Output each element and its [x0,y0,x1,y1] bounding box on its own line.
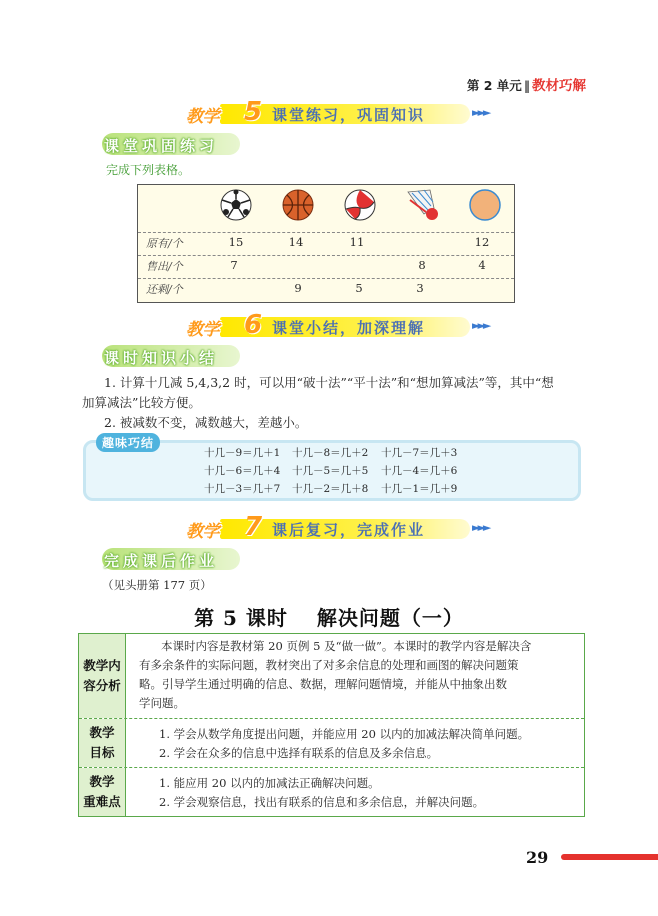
arrows-icon: ►►► [472,319,489,332]
lesson-row-label [79,634,126,718]
formula: 十几－7＝几＋3 [381,447,458,459]
table-cell: 14 [288,235,304,249]
ball-table [137,184,515,303]
formula: 十几－5＝几＋5 [292,465,369,477]
ball-icon [468,188,502,222]
table-cell: 3 [416,281,424,295]
table-divider [79,718,584,719]
arrows-icon: ►►► [472,521,489,534]
arrows-icon: ►►► [472,106,489,119]
page-accent-bar [561,854,658,860]
banner-title: 课堂小结，加深理解 [272,319,426,337]
page-number: 29 [526,848,549,867]
table-cell: 4 [478,258,486,272]
row-label-sold: 售出/个 [146,260,183,273]
banner-number: 5 [244,97,263,127]
soccer-ball-icon [219,188,253,222]
table-cell: 11 [349,235,365,249]
summary-point-1-line-1: 1. 计算十几减 5,4,3,2 时，可以用“破十法”“平十法”和“想加算减法”等，其中“想 [104,375,554,390]
unit-label: 第 2 单元 [466,78,522,93]
table-divider [79,767,584,768]
text-line: 略。引导学生通过明确的信息、数据，理解问题情境，并能从中抽象出数 [139,677,507,691]
section-7-banner [180,512,490,542]
volleyball-icon [343,188,377,222]
summary-point-2: 2. 被减数不变，减数越大，差越小。 [104,415,308,430]
table-cell: 15 [228,235,244,249]
label-line: 教学 [89,725,115,740]
row-label-remaining: 还剩/个 [146,283,183,296]
table-divider [138,278,514,279]
formula: 十几－4＝几＋6 [381,465,458,477]
formula: 十几－8＝几＋2 [292,447,369,459]
formula: 十几－3＝几＋7 [204,483,281,495]
banner-tag: 教学 [186,107,219,127]
text-line: 1. 能应用 20 以内的加减法正确解决问题。 [159,776,380,790]
text-line: 学问题。 [139,696,185,710]
practice-instruction: 完成下列表格。 [106,163,191,177]
table-cell: 5 [355,281,363,295]
banner-title: 课后复习，完成作业 [272,521,426,539]
lesson-goals-text [159,725,599,763]
table-cell: 8 [418,258,426,272]
label-line: 教学内 [83,658,121,673]
fun-tag: 趣味巧结 [96,433,160,452]
summary-point-1-line-2: 加算减法”比较方便。 [82,395,201,410]
lesson-row-label [79,719,126,767]
banner-number: 7 [244,512,263,542]
summary-subhead-text: 课时知识小结 [104,349,219,367]
lesson-title: 第 5 课时 解决问题（一） [194,606,464,630]
lesson-analysis-text [139,637,579,713]
text-line: 2. 学会观察信息，找出有联系的信息和多余信息，并解决问题。 [159,795,485,809]
text-line: 本课时内容是教材第 20 页例 5 及“做一做”。本课时的教学内容是解决含 [161,639,532,653]
text-line: 2. 学会在众多的信息中选择有联系的信息及多余信息。 [159,746,439,760]
lesson-table [78,633,585,817]
banner-title: 课堂练习，巩固知识 [272,106,426,124]
text-line: 1. 学会从数学角度提出问题，并能应用 20 以内的加减法解决简单问题。 [159,727,530,741]
banner-tag: 教学 [186,522,219,542]
homework-subhead-text: 完成课后作业 [104,552,219,570]
label-line: 容分析 [83,678,121,693]
formula: 十几－6＝几＋4 [204,465,281,477]
banner-tag: 教学 [186,320,219,340]
row-label-original: 原有/个 [146,237,183,250]
table-cell: 12 [474,235,490,249]
banner-number: 6 [244,310,263,340]
formula: 十几－1＝几＋9 [381,483,458,495]
section-5-banner [180,97,490,127]
homework-reference: （见头册第 177 页） [102,578,212,592]
shuttlecock-icon [404,186,442,224]
table-cell: 7 [230,258,238,272]
table-divider [138,232,514,233]
unit-header [467,74,586,94]
section-6-banner [180,310,490,340]
label-line: 教学 [89,774,115,789]
lesson-row-label [79,768,126,816]
lesson-keypoints-text [159,774,599,812]
header-separator: ‖ [523,78,530,93]
label-line: 重难点 [83,794,121,809]
table-cell: 9 [294,281,302,295]
basketball-icon [281,188,315,222]
table-divider [138,255,514,256]
practice-subhead-text: 课堂巩固练习 [104,137,219,155]
book-label: 教材巧解 [532,78,586,94]
label-line: 目标 [89,745,115,760]
text-line: 有多余条件的实际问题，教材突出了对多余信息的处理和画图的解决问题策 [139,658,519,672]
formula: 十几－2＝几＋8 [292,483,369,495]
formula: 十几－9＝几＋1 [204,447,281,459]
